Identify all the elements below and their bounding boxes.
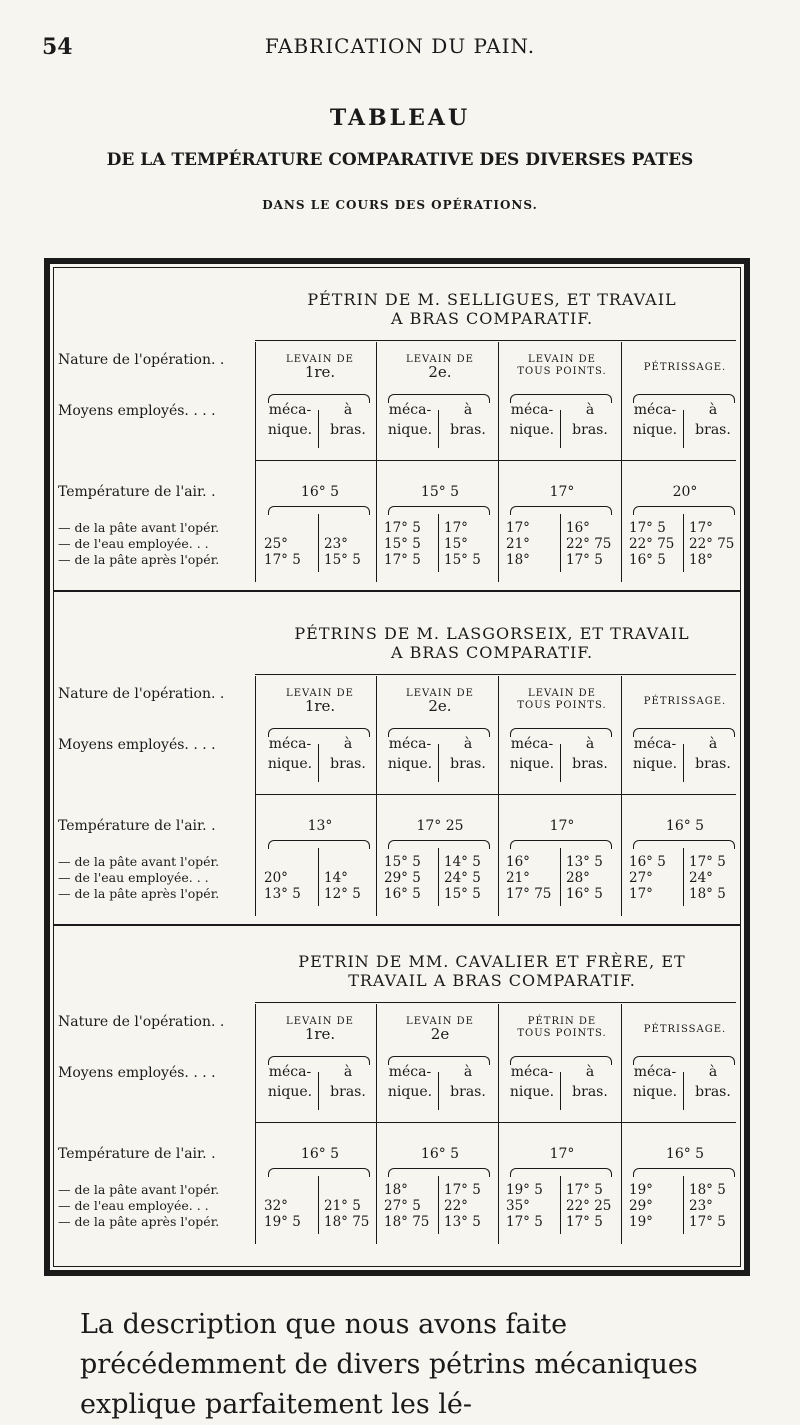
temp-value: 22° — [444, 1198, 468, 1214]
means-meca: méca- nique. — [632, 402, 678, 438]
temp-value: 17° 5 — [444, 1182, 481, 1198]
temp-value: 22° 75 — [566, 536, 612, 552]
means-meca: méca- nique. — [267, 402, 313, 438]
nature-label: Nature de l'opération. . — [58, 686, 225, 702]
temp-value: 17° — [506, 520, 530, 536]
air-temp: 16° 5 — [420, 1146, 460, 1162]
means-bras: à bras. — [695, 736, 731, 772]
divider — [255, 1004, 256, 1244]
air-temp: 13° — [307, 818, 333, 834]
column-header-big: 1re. — [304, 1025, 336, 1043]
temp-value: 15° 5 — [444, 886, 481, 902]
means-meca: méca- nique. — [509, 736, 555, 772]
pate-avant-label: — de la pâte avant l'opér. — [58, 520, 220, 535]
column-header-small: LEVAIN DE — [528, 688, 596, 699]
temperature-table — [44, 258, 750, 1276]
temp-value: 18° 75 — [324, 1214, 370, 1230]
temp-value: 24° — [689, 870, 713, 886]
table-subtitle: DE LA TEMPÉRATURE COMPARATIVE DES DIVERSES PATES — [106, 150, 694, 170]
column-header-small: PÉTRISSAGE. — [643, 1024, 727, 1035]
air-temp: 16° 5 — [665, 818, 705, 834]
column-header-small: PÉTRIN DE — [527, 1016, 597, 1027]
eau-label: — de l'eau employée. . . — [58, 536, 209, 551]
temp-value: 29° — [629, 1198, 653, 1214]
means-bras: à bras. — [572, 736, 608, 772]
divider — [438, 744, 439, 782]
column-header-big: 1re. — [304, 697, 336, 715]
column-header-small: PÉTRISSAGE. — [643, 696, 727, 707]
nature-label: Nature de l'opération. . — [58, 352, 225, 368]
eau-label: — de l'eau employée. . . — [58, 1198, 209, 1213]
column-header-big: 1re. — [304, 363, 336, 381]
temp-value: 22° 25 — [566, 1198, 612, 1214]
temp-value: 13° 5 — [444, 1214, 481, 1230]
temp-value: 16° — [506, 854, 530, 870]
means-bras: à bras. — [330, 402, 366, 438]
eau-label: — de l'eau employée. . . — [58, 870, 209, 885]
air-temp: 17° — [549, 818, 575, 834]
temp-value: 18° 5 — [689, 1182, 726, 1198]
temp-value: 21° — [506, 536, 530, 552]
page-header — [42, 34, 758, 64]
temp-value: 19° 5 — [264, 1214, 301, 1230]
temp-value: 18° — [689, 552, 713, 568]
brace — [388, 506, 490, 515]
divider — [683, 410, 684, 448]
nature-label: Nature de l'opération. . — [58, 1014, 225, 1030]
temp-value: 17° 5 — [629, 520, 666, 536]
column-header-small: LEVAIN DE — [286, 688, 354, 699]
temp-value: 13° 5 — [264, 886, 301, 902]
means-meca: méca- nique. — [387, 402, 433, 438]
temp-value: 21° — [506, 870, 530, 886]
brace — [510, 840, 612, 849]
divider — [438, 1072, 439, 1110]
means-meca: méca- nique. — [267, 736, 313, 772]
divider — [560, 744, 561, 782]
temp-value: 17° — [689, 520, 713, 536]
temp-value: 15° — [444, 536, 468, 552]
air-temp: 16° 5 — [300, 1146, 340, 1162]
temp-value: 12° 5 — [324, 886, 361, 902]
temp-value: 17° 5 — [506, 1214, 543, 1230]
temp-value: 16° 5 — [629, 854, 666, 870]
pate-avant-label: — de la pâte avant l'opér. — [58, 854, 220, 869]
air-temp: 15° 5 — [420, 484, 460, 500]
temp-value: 27° — [629, 870, 653, 886]
means-bras: à bras. — [450, 736, 486, 772]
temp-value: 23° — [324, 536, 348, 552]
temp-value: 13° 5 — [566, 854, 603, 870]
divider — [318, 1072, 319, 1110]
means-bras: à bras. — [450, 402, 486, 438]
means-meca: méca- nique. — [509, 402, 555, 438]
temp-value: 17° 5 — [689, 1214, 726, 1230]
table-section — [50, 932, 744, 1262]
temp-value: 32° — [264, 1198, 288, 1214]
air-temp: 20° — [672, 484, 698, 500]
brace — [510, 506, 612, 515]
means-bras: à bras. — [572, 1064, 608, 1100]
column-header-big: TOUS POINTS. — [517, 700, 607, 711]
temp-value: 18° 75 — [384, 1214, 430, 1230]
temp-value: 17° 5 — [689, 854, 726, 870]
section-divider — [54, 924, 740, 926]
temp-air-label: Température de l'air. . — [58, 818, 216, 834]
divider — [683, 1072, 684, 1110]
temp-value: 21° 5 — [324, 1198, 361, 1214]
brace — [633, 840, 735, 849]
table-section — [50, 270, 744, 600]
means-meca: méca- nique. — [632, 736, 678, 772]
divider — [255, 794, 736, 795]
temp-value: 17° 75 — [506, 886, 552, 902]
temp-value: 16° — [566, 520, 590, 536]
temp-value: 16° 5 — [384, 886, 421, 902]
column-header — [380, 354, 500, 381]
moyens-label: Moyens employés. . . . — [58, 403, 216, 419]
divider — [438, 410, 439, 448]
means-bras: à bras. — [330, 736, 366, 772]
temp-value: 17° 5 — [264, 552, 301, 568]
pate-apres-label: — de la pâte après l'opér. — [58, 1214, 220, 1229]
temp-value: 18° 5 — [689, 886, 726, 902]
section-divider — [54, 590, 740, 592]
temp-value: 14° — [324, 870, 348, 886]
brace — [510, 1168, 612, 1177]
brace — [268, 506, 370, 515]
means-meca: méca- nique. — [632, 1064, 678, 1100]
temp-value: 17° 5 — [384, 520, 421, 536]
table-title: TABLEAU — [329, 105, 471, 131]
column-header — [502, 354, 622, 378]
temp-value: 20° — [264, 870, 288, 886]
temp-value: 16° 5 — [566, 886, 603, 902]
temp-value: 17° 5 — [566, 552, 603, 568]
column-header-small: LEVAIN DE — [406, 1016, 474, 1027]
column-header — [625, 1024, 745, 1036]
temp-value: 25° — [264, 536, 288, 552]
divider — [560, 410, 561, 448]
pate-apres-label: — de la pâte après l'opér. — [58, 886, 220, 901]
temp-value: 22° 75 — [689, 536, 735, 552]
moyens-label: Moyens employés. . . . — [58, 737, 216, 753]
air-temp: 17° — [549, 1146, 575, 1162]
divider — [255, 460, 736, 461]
column-header-big: 2e. — [428, 697, 452, 715]
means-meca: méca- nique. — [509, 1064, 555, 1100]
column-header — [260, 354, 380, 381]
temp-value: 14° 5 — [444, 854, 481, 870]
divider — [318, 410, 319, 448]
temp-value: 15° 5 — [444, 552, 481, 568]
temp-value: 18° — [506, 552, 530, 568]
column-header-small: LEVAIN DE — [528, 354, 596, 365]
temp-value: 24° 5 — [444, 870, 481, 886]
pate-avant-label: — de la pâte avant l'opér. — [58, 1182, 220, 1197]
column-header-big: 2e. — [428, 363, 452, 381]
temp-value: 17° 5 — [566, 1182, 603, 1198]
means-bras: à bras. — [450, 1064, 486, 1100]
temp-value: 17° — [629, 886, 653, 902]
column-header — [625, 696, 745, 708]
column-header — [260, 688, 380, 715]
temp-value: 17° 5 — [384, 552, 421, 568]
column-header-small: LEVAIN DE — [406, 354, 474, 365]
air-temp: 16° 5 — [300, 484, 340, 500]
section-title: PÉTRIN DE M. SELLIGUES, ET TRAVAIL A BRAS COMPARATIF. — [307, 290, 677, 328]
means-bras: à bras. — [695, 1064, 731, 1100]
brace — [268, 840, 370, 849]
temp-value: 18° — [384, 1182, 408, 1198]
temp-value: 23° — [689, 1198, 713, 1214]
temp-value: 35° — [506, 1198, 530, 1214]
air-temp: 17° 25 — [416, 818, 464, 834]
running-head: FABRICATION DU PAIN. — [264, 34, 536, 58]
temp-value: 16° 5 — [629, 552, 666, 568]
body-paragraph: La description que nous avons faite précédemment de divers pétrins mécaniques explique parfaitement les lé- — [80, 1309, 698, 1420]
divider — [255, 674, 736, 675]
column-header-big: 2e — [430, 1025, 450, 1043]
divider — [255, 1002, 736, 1003]
column-header-small: LEVAIN DE — [286, 354, 354, 365]
brace — [633, 506, 735, 515]
temp-value: 17° 5 — [566, 1214, 603, 1230]
temp-value: 19° 5 — [506, 1182, 543, 1198]
means-meca: méca- nique. — [267, 1064, 313, 1100]
temp-value: 28° — [566, 870, 590, 886]
temp-value: 27° 5 — [384, 1198, 421, 1214]
pate-apres-label: — de la pâte après l'opér. — [58, 552, 220, 567]
temp-value: 17° — [444, 520, 468, 536]
means-meca: méca- nique. — [387, 1064, 433, 1100]
brace — [388, 840, 490, 849]
temp-value: 29° 5 — [384, 870, 421, 886]
means-meca: méca- nique. — [387, 736, 433, 772]
column-header-big: TOUS POINTS. — [517, 366, 607, 377]
air-temp: 17° — [549, 484, 575, 500]
temp-value: 22° 75 — [629, 536, 675, 552]
divider — [683, 744, 684, 782]
temp-value: 15° 5 — [324, 552, 361, 568]
temp-value: 15° 5 — [384, 536, 421, 552]
means-bras: à bras. — [572, 402, 608, 438]
column-header-small: LEVAIN DE — [406, 688, 474, 699]
divider — [255, 340, 736, 341]
divider — [255, 342, 256, 582]
column-header-small: PÉTRISSAGE. — [643, 362, 727, 373]
divider — [318, 744, 319, 782]
section-title: PÉTRINS DE M. LASGORSEIX, ET TRAVAIL A BRAS COMPARATIF. — [294, 624, 690, 662]
divider — [560, 1072, 561, 1110]
means-bras: à bras. — [330, 1064, 366, 1100]
column-header-small: LEVAIN DE — [286, 1016, 354, 1027]
column-header-big: TOUS POINTS. — [517, 1028, 607, 1039]
table-subtitle-2: DANS LE COURS DES OPÉRATIONS. — [262, 198, 538, 212]
brace — [268, 1168, 370, 1177]
temp-air-label: Température de l'air. . — [58, 1146, 216, 1162]
temp-value: 19° — [629, 1214, 653, 1230]
column-header — [380, 1016, 500, 1043]
brace — [388, 1168, 490, 1177]
page-number: 54 — [42, 34, 73, 60]
air-temp: 16° 5 — [665, 1146, 705, 1162]
column-header — [625, 362, 745, 374]
moyens-label: Moyens employés. . . . — [58, 1065, 216, 1081]
column-header — [502, 688, 622, 712]
column-header — [380, 688, 500, 715]
temp-value: 19° — [629, 1182, 653, 1198]
column-header — [502, 1016, 622, 1040]
table-section — [50, 604, 744, 934]
temp-air-label: Température de l'air. . — [58, 484, 216, 500]
divider — [255, 676, 256, 916]
temp-value: 15° 5 — [384, 854, 421, 870]
divider — [255, 1122, 736, 1123]
means-bras: à bras. — [695, 402, 731, 438]
column-header — [260, 1016, 380, 1043]
brace — [633, 1168, 735, 1177]
section-title: PETRIN DE MM. CAVALIER ET FRÈRE, ET TRAVAIL A BRAS COMPARATIF. — [298, 952, 686, 990]
